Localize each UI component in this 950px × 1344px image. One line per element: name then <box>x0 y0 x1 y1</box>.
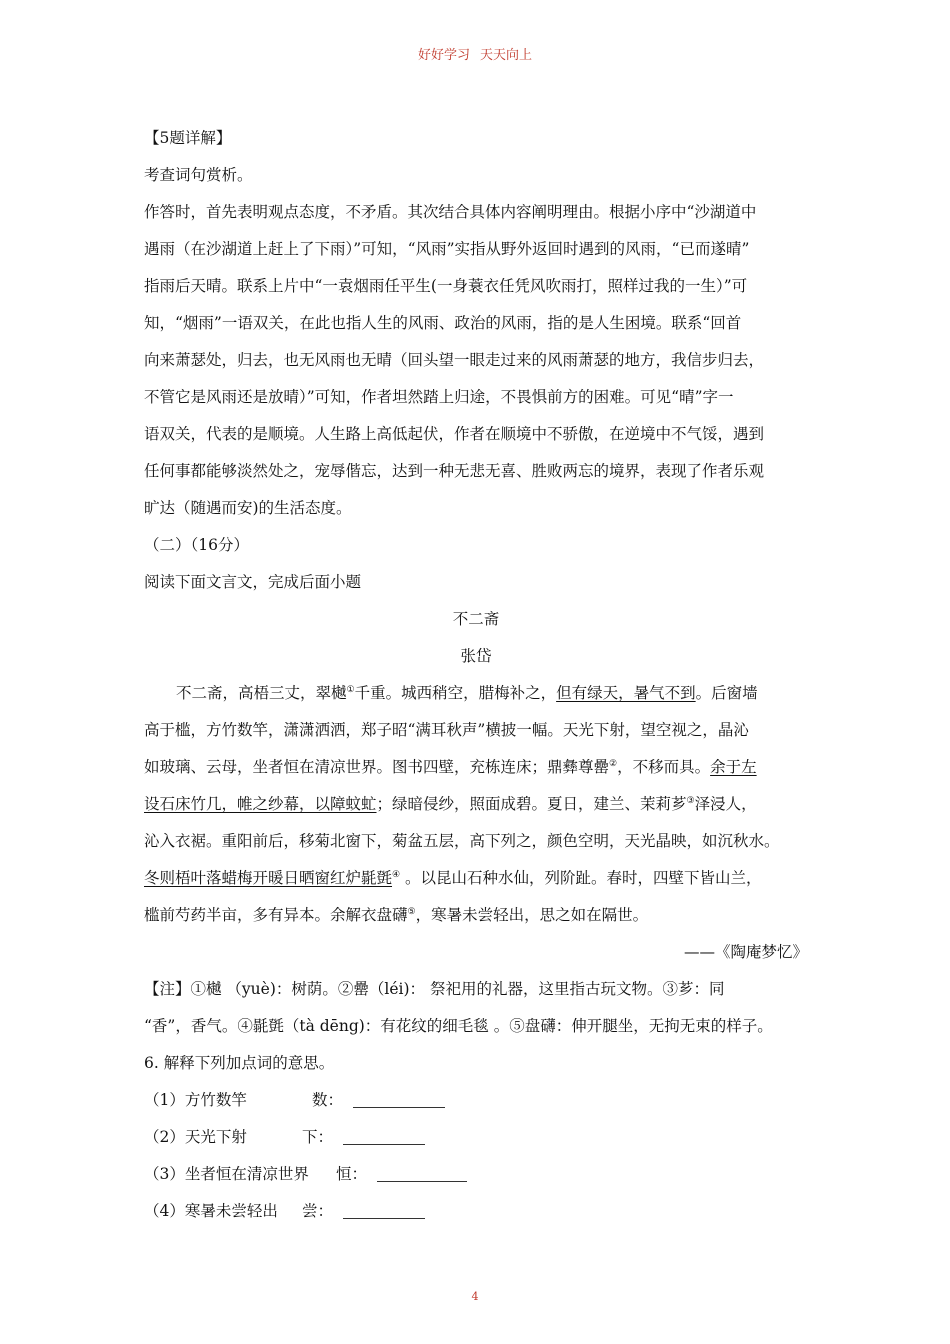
passage-title: 不二斋 <box>452 610 500 628</box>
notes-line: 【注】①樾 （yuè)：树荫。②罍（léi)： 祭祀用的礼器，这里指古玩文物。③芗：同 <box>144 980 725 998</box>
passage-source: ——《陶庵梦忆》 <box>683 943 808 961</box>
analysis-line: 不管它是风雨还是放晴）”可知，作者坦然踏上归途，不畏惧前方的困难。可见“晴”字一 <box>144 388 734 406</box>
answer-blank[interactable] <box>353 1093 445 1108</box>
section-label: （二）（16分） <box>144 536 249 554</box>
question-item: （1）方竹数竿 数： <box>144 1082 808 1119</box>
document-body <box>144 120 808 1230</box>
page-header <box>0 44 950 63</box>
answer-blank[interactable] <box>343 1204 425 1219</box>
analysis-line: 任何事都能够淡然处之，宠辱偕忘，达到一种无悲无喜、胜败两忘的境界，表现了作者乐观 <box>144 462 765 480</box>
underlined-sentence: 但有绿天，暑气不到 <box>556 684 696 702</box>
analysis-line: 旷达（随遇而安)的生活态度。 <box>144 499 352 517</box>
passage-line: 不二斋，高梧三丈，翠樾①千重。城西稍空，腊梅补之，但有绿天，暑气不到。后窗墙 <box>176 684 758 702</box>
question-item: （3）坐者恒在清凉世界 恒： <box>144 1156 808 1193</box>
analysis-line: 知，“烟雨”一语双关，在此也指人生的风雨、政治的风雨，指的是人生困境。联系“回首 <box>144 314 742 332</box>
analysis-line: 作答时，首先表明观点态度，不矛盾。其次结合具体内容阐明理由。根据小序中“沙湖道中 <box>144 203 757 221</box>
underlined-sentence: 余于左 <box>710 758 757 776</box>
analysis-line: 向来萧瑟处，归去，也无风雨也无晴（回头望一眼走过来的风雨萧瑟的地方，我信步归去， <box>144 351 765 369</box>
passage-line: 如玻璃、云母，坐者恒在清凉世界。图书四壁，充栋连床；鼎彝尊罍②，不移而具。余于左 <box>144 758 757 776</box>
footnote-marker: ② <box>609 759 618 769</box>
analysis-line: 指雨后天晴。联系上片中“一袁烟雨任平生(一身蓑衣任凭风吹雨打，照样过我的一生）”可 <box>144 277 748 295</box>
answer-blank[interactable] <box>377 1167 467 1182</box>
passage-line: 槛前芍药半亩，多有异本。余解衣盘礴⑤，寒暑未尝轻出，思之如在隔世。 <box>144 906 649 924</box>
section-instruction: 阅读下面文言文，完成后面小题 <box>144 573 362 591</box>
notes-line: “香”，香气。④毾㲪（tà dēng)：有花纹的细毛毯 。⑤盘礴：伸开腿坐，无拘无束的样子。 <box>144 1017 773 1035</box>
question-item: （4）寒暑未尝轻出 尝： <box>144 1193 808 1230</box>
passage-line: 高于槛，方竹数竿，潇潇洒洒，郑子昭“满耳秋声”横披一幅。天光下射，望空视之，晶沁 <box>144 721 749 739</box>
footnote-marker: ④ <box>392 870 401 880</box>
analysis-topic: 考查词句赏析。 <box>144 166 253 184</box>
footnote-marker: ⑤ <box>407 907 416 917</box>
analysis-heading: 【5题详解】 <box>144 129 232 147</box>
question-item: （2）天光下射 下： <box>144 1119 808 1156</box>
footnote-marker: ① <box>346 685 355 695</box>
footnote-marker: ③ <box>686 796 695 806</box>
passage-line: 冬则梧叶落蜡梅开暖日晒窗红炉毾㲪④ 。以昆山石种水仙，列阶趾。春时，四壁下皆山兰， <box>144 869 762 887</box>
question-title: 6. 解释下列加点词的意思。 <box>144 1054 335 1072</box>
analysis-line: 语双关，代表的是顺境。人生路上高低起伏，作者在顺境中不骄傲，在逆境中不气馁，遇到 <box>144 425 765 443</box>
passage-author: 张岱 <box>460 647 492 665</box>
analysis-line: 遇雨（在沙湖道上赶上了下雨）”可知，“风雨”实指从野外返回时遇到的风雨，“已而遂晴” <box>144 240 750 258</box>
passage-line: 设石床竹几，帷之纱幕，以障蚊虻；绿暗侵纱，照面成碧。夏日，建兰、茉莉芗③泽浸人， <box>144 795 757 813</box>
page-number: 4 <box>471 1290 479 1303</box>
answer-blank[interactable] <box>343 1130 425 1145</box>
underlined-sentence: 设石床竹几，帷之纱幕，以障蚊虻 <box>144 795 377 813</box>
header-left: 好好学习 <box>417 48 470 63</box>
header-right: 天天向上 <box>480 48 533 63</box>
underlined-sentence: 冬则梧叶落蜡梅开暖日晒窗红炉毾㲪 <box>144 869 393 887</box>
passage-line: 沁入衣裾。重阳前后，移菊北窗下，菊盆五层，高下列之，颜色空明，天光晶映，如沉秋水。 <box>144 832 780 850</box>
